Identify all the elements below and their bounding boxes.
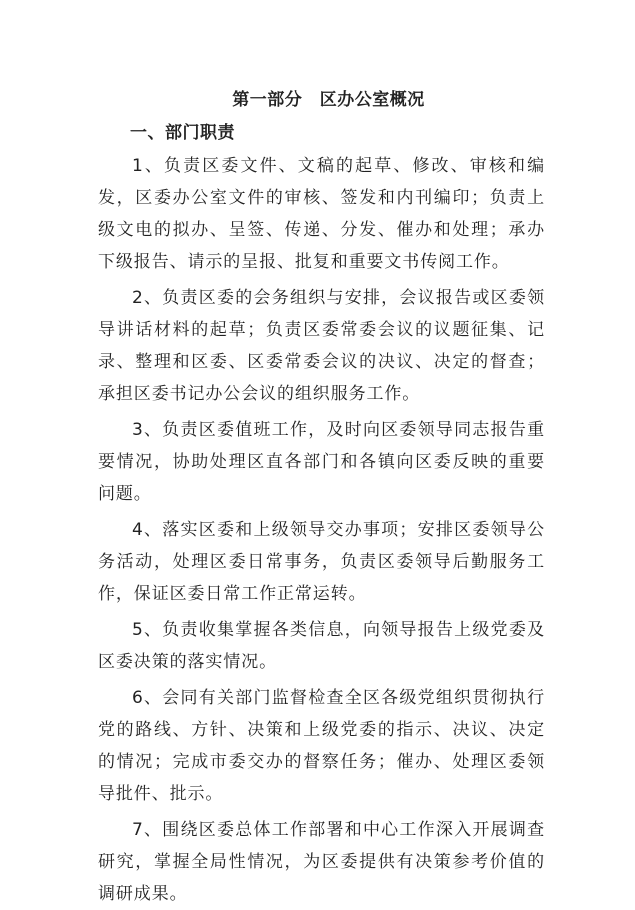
duty-item-1: 1、负责区委文件、文稿的起草、修改、审核和编发，区委办公室文件的审核、签发和内刊编印；负责上级文电的拟办、呈签、传递、分发、催办和处理；承办下级报告、请示的呈报、批复和重要文书传阅工作。 xyxy=(98,156,545,272)
duty-item-2: 2、负责区委的会务组织与安排，会议报告或区委领导讲话材料的起草；负责区委常委会议的议题征集、记录、整理和区委、区委常委会议的决议、决定的督查；承担区委书记办公会议的组织服务工作。 xyxy=(98,288,545,404)
duty-item-7: 7、围绕区委总体工作部署和中心工作深入开展调查研究，掌握全局性情况，为区委提供有决策参考价值的调研成果。 xyxy=(98,820,545,904)
duty-item-3: 3、负责区委值班工作，及时向区委领导同志报告重要情况，协助处理区直各部门和各镇向区委反映的重要问题。 xyxy=(98,420,545,504)
duty-item-4: 4、落实区委和上级领导交办事项；安排区委领导公务活动，处理区委日常事务，负责区委领导后勤服务工作，保证区委日常工作正常运转。 xyxy=(98,520,545,604)
duty-item-5: 5、负责收集掌握各类信息，向领导报告上级党委及区委决策的落实情况。 xyxy=(98,620,545,672)
section-heading: 一、部门职责 xyxy=(130,123,235,143)
duty-item-6: 6、会同有关部门监督检查全区各级党组织贯彻执行党的路线、方针、决策和上级党委的指示、决议、决定的情况；完成市委交办的督察任务；催办、处理区委领导批件、批示。 xyxy=(98,688,545,804)
document-title: 第一部分 区办公室概况 xyxy=(232,90,425,110)
